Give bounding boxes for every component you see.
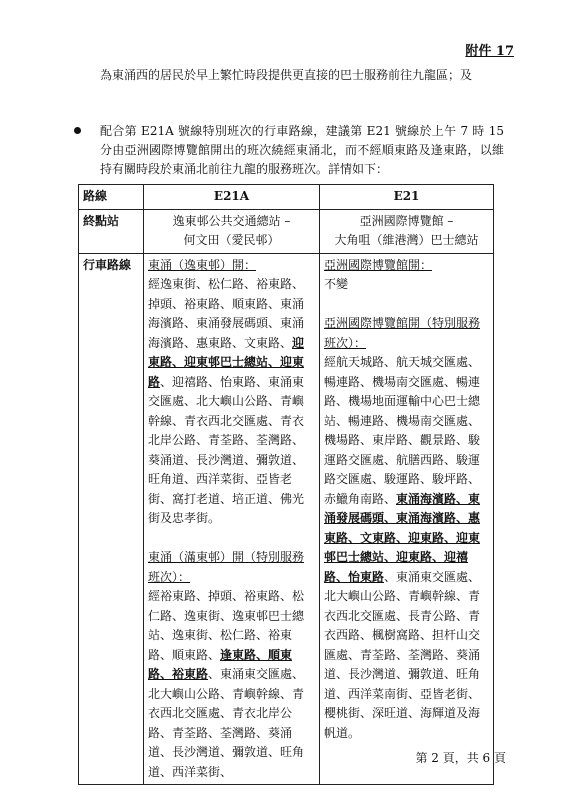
e21a-segment-1-body (148, 275, 315, 529)
routing-row (79, 253, 494, 785)
e21-seg2-text-c: 、東涌東交匯處、北大嶼山公路、青嶼幹線、青衣西北交匯處、長青公路、青衣西路、楓樹窩路、担杆山交匯處、青荃路、荃灣路、葵涌道、長沙灣道、彌敦道、旺角道、西洋菜南街、亞皆老街、櫻桃街、深旺道、海輝道及海帆道。 (324, 569, 481, 740)
e21-seg2-text-a: 經航天城路、航天城交匯處、暢連路、機場南交匯處、暢連路、機場地面運輸中心巴士總站、暢連路、機場南交匯處、機場路、東岸路、觀景路、駿運路交匯處、航膳西路、駿運路交匯處、駿運路、駿坪路、赤鱲角南路、 (324, 355, 481, 506)
terminus-row (79, 209, 494, 253)
e21-segment-2-title: 亞洲國際博覽館開（特別服務班次）： (324, 316, 481, 350)
e21a-segment-2-title: 東涌（滿東邨）開（特別服務班次）： (148, 550, 305, 584)
e21a-seg2-text-c: 、東涌東交匯處、北大嶼山公路、青嶼幹線、青衣西北交匯處、青衣北岸公路、青荃路、荃灣路、葵涌道、長沙灣道、彌敦道、旺角道、西洋菜街、 (148, 667, 305, 779)
page-number: 第 2 頁，共 6 頁 (415, 751, 506, 765)
e21a-segment-1-title: 東涌（逸東邨）開： (148, 257, 257, 272)
e21a-seg2-text-b: 逢東路、順東路、裕東路 (148, 647, 293, 681)
annex-label: 附件 17 (465, 44, 514, 59)
table-header-row (79, 185, 494, 210)
header-e21: E21 (320, 185, 494, 210)
e21-seg2-text-b: 東涌海濱路、東涌發展碼頭、東涌海濱路、惠東路、文東路、迎東路、迎東邨巴士總站、迎東路、迎禧路、怡東路 (324, 491, 481, 584)
e21-segment-1-body: 不變 (324, 277, 349, 291)
terminus-e21a: 逸東邨公共交通總站 – 何文田（愛民邨） (144, 209, 320, 253)
bullet-item (74, 122, 504, 179)
e21a-seg1-text-a: 經逸東街、松仁路、裕東路、掉頭、裕東路、順東路、東涌海濱路、東涌發展碼頭、東涌海濱路、惠東路、文東路、 (148, 277, 305, 350)
terminus-e21: 亞洲國際博覽館 – 大角咀（維港灣）巴士總站 (320, 209, 494, 253)
routing-e21 (320, 253, 494, 785)
e21a-seg1-text-b: 迎東路、迎東邨巴士總站、迎東路 (148, 335, 305, 389)
e21-segment-1-title: 亞洲國際博覽館開： (324, 257, 433, 272)
routing-label: 行車路線 (79, 253, 144, 785)
e21a-seg2-text-a: 經裕東路、掉頭、裕東路、松仁路、逸東街、逸東邨巴士總站、逸東街、松仁路、裕東路、順東路、 (148, 589, 305, 662)
e21-segment-2-body (324, 353, 489, 743)
bullet-paragraph: 配合第 E21A 號線特別班次的行車路線，建議第 E21 號線於上午 7 時 15 分由亞洲國際博覽館開出的班次繞經東涌北，而不經順東路及逢東路，以維持有關時段於東涌北前往九龍的服務班次。詳情如下： (100, 124, 504, 176)
e21a-seg1-text-c: 、迎禧路、怡東路、東涌東交匯處、北大嶼山公路、青嶼幹線、青衣西北交匯處、青衣北岸公路、青荃路、荃灣路、葵涌道、長沙灣道、彌敦道、旺角道、西洋菜街、亞皆老街、窩打老道、培正道、佛光街及忠孝街。 (148, 374, 305, 525)
header-e21a: E21A (144, 185, 320, 210)
intro-paragraph: 為東涌西的居民於早上繁忙時段提供更直接的巴士服務前往九龍區；及 (100, 68, 473, 82)
route-table (78, 184, 494, 785)
routing-e21a (144, 253, 320, 785)
header-route: 路線 (79, 185, 144, 210)
e21a-segment-2-body (148, 587, 315, 782)
terminus-label: 終點站 (79, 209, 144, 253)
bullet-dot-icon (74, 127, 81, 134)
